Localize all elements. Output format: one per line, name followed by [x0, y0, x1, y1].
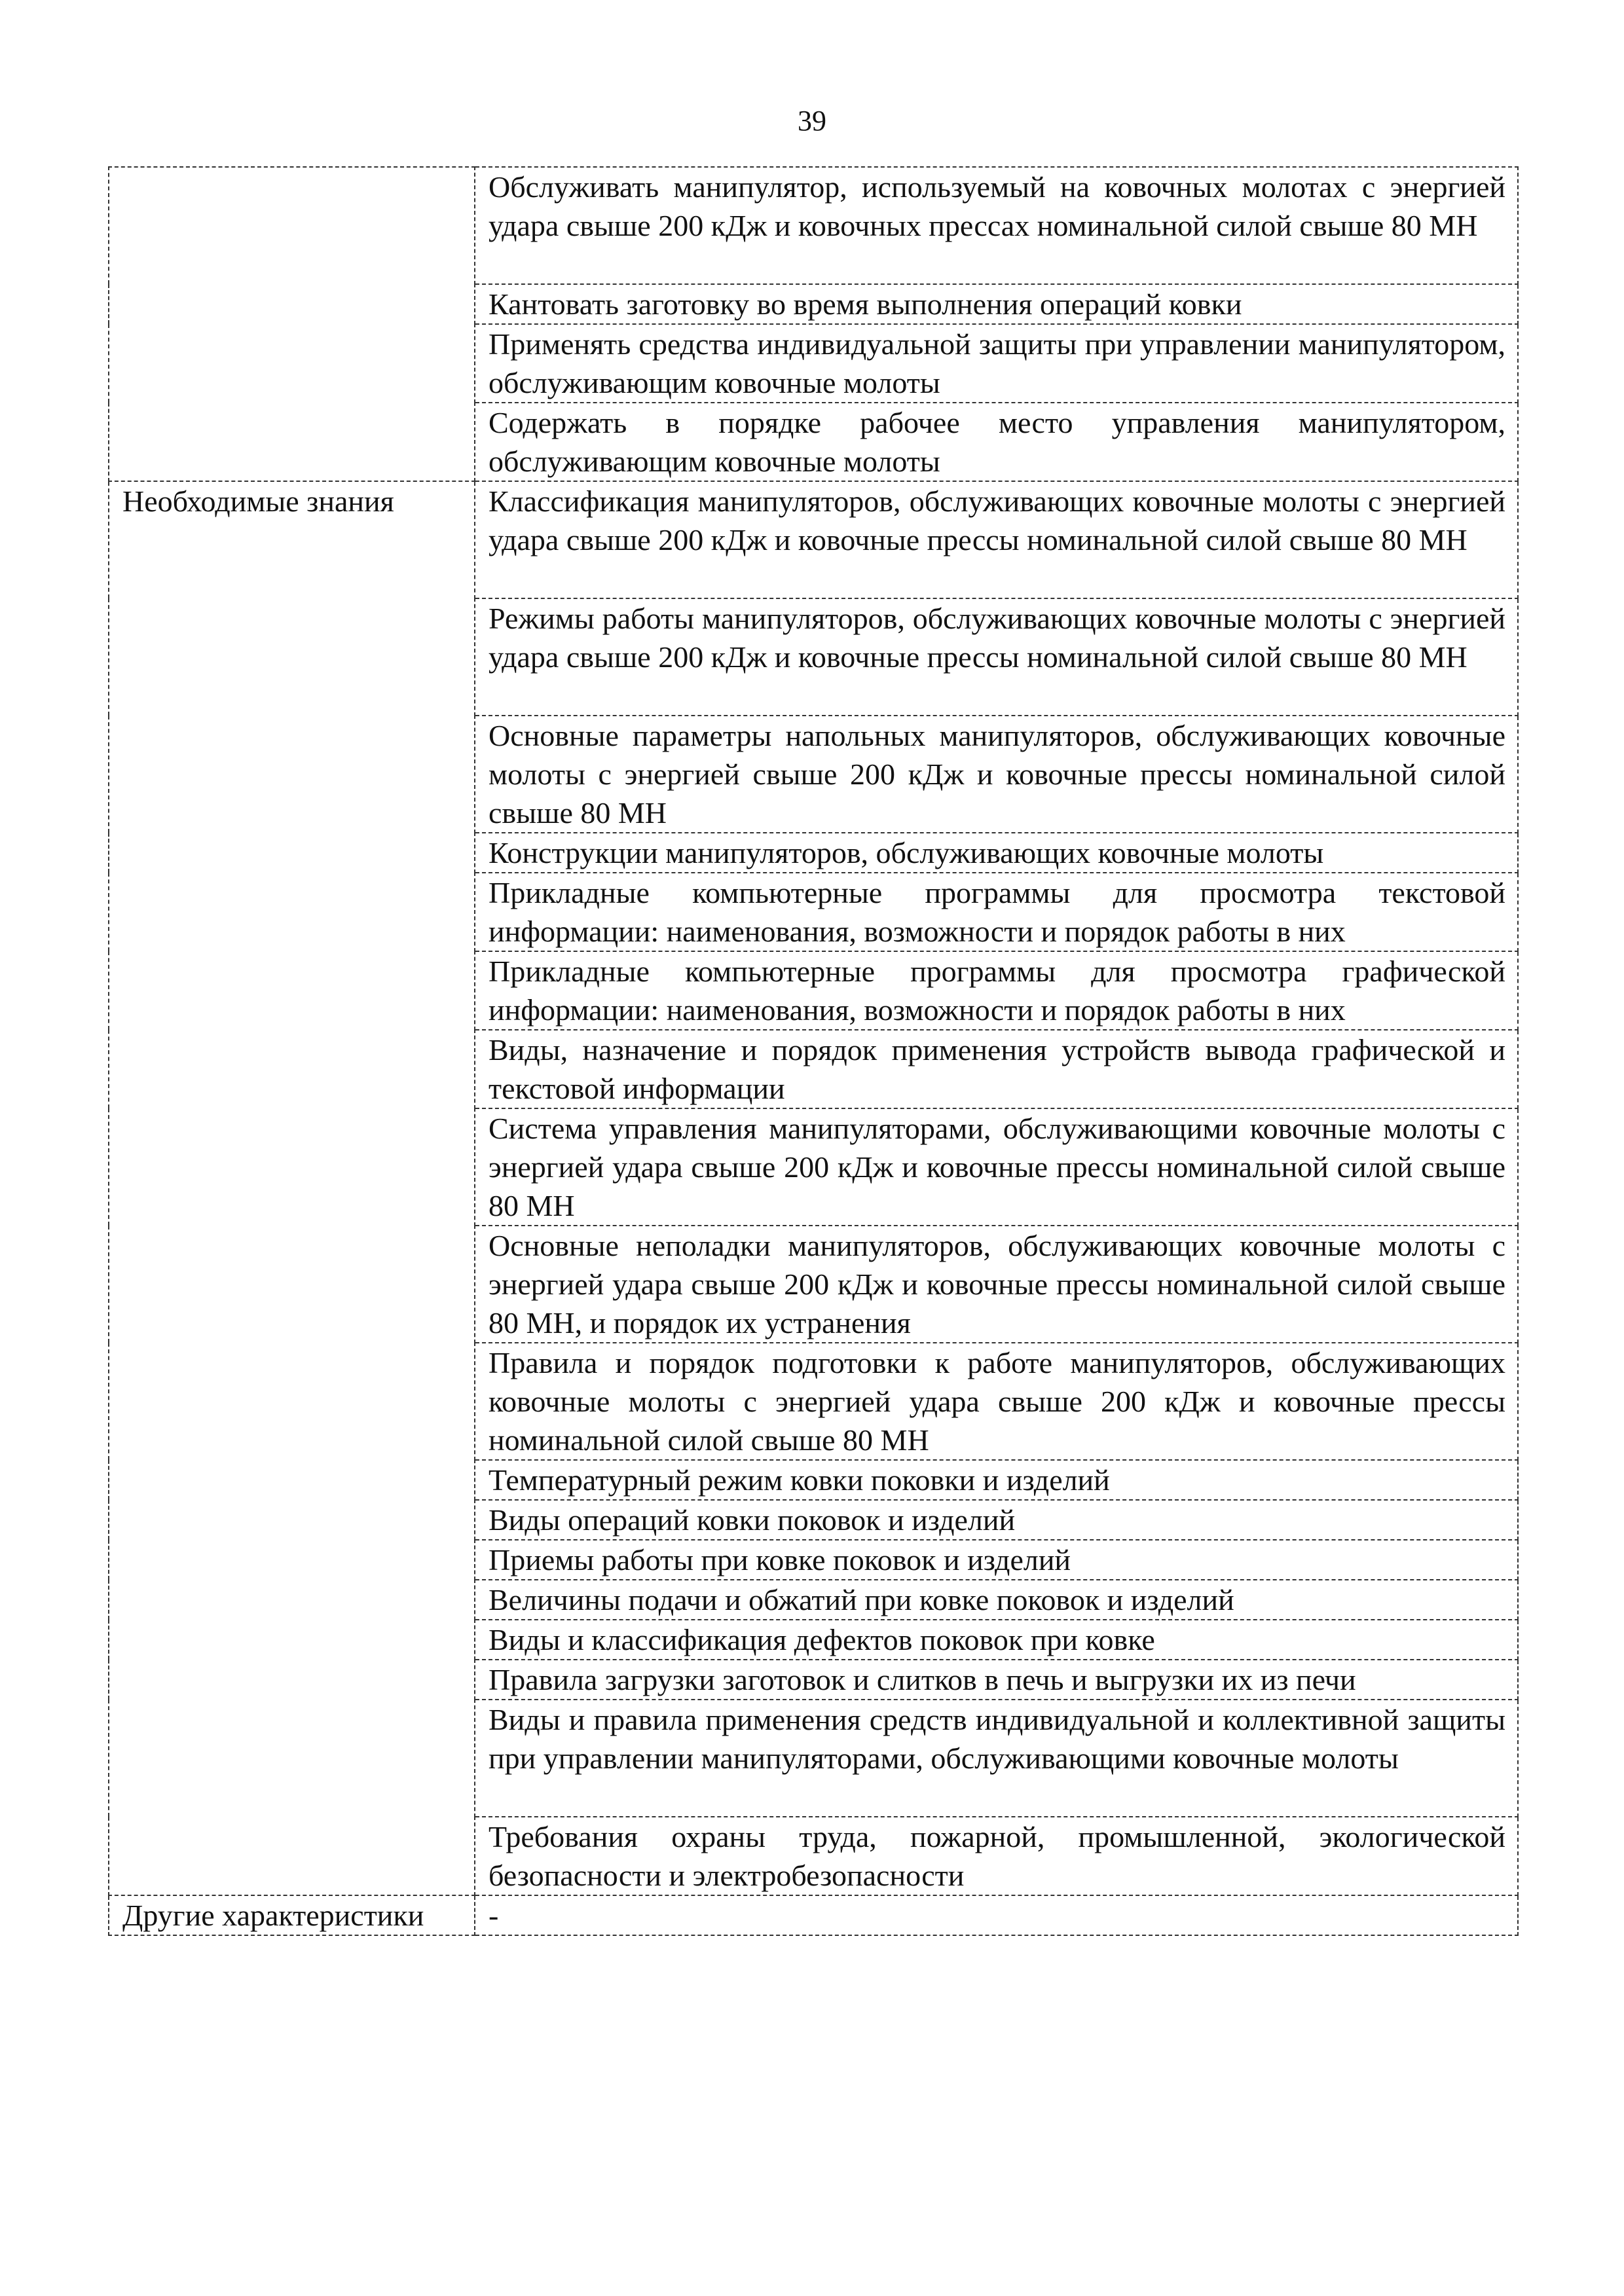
knowledge-label: Необходимые знания	[109, 481, 475, 1895]
knowledge-item: Классификация манипуляторов, обслуживающих ковочные молоты с энергией удара свыше 200 кДж и ковочные прессы номинальной силой свыше 80 МН	[475, 481, 1518, 598]
other-characteristics-label: Другие характеристики	[109, 1895, 475, 1935]
table-row	[109, 1895, 1518, 1935]
skill-item: Применять средства индивидуальной защиты при управлении манипулятором, обслуживающим ковочные молоты	[475, 324, 1518, 403]
page-number: 39	[798, 105, 826, 137]
knowledge-item: Прикладные компьютерные программы для просмотра графической информации: наименования, возможности и порядок работы в них	[475, 951, 1518, 1030]
knowledge-item: Требования охраны труда, пожарной, промышленной, экологической безопасности и электробезопасности	[475, 1817, 1518, 1895]
knowledge-item: Основные неполадки манипуляторов, обслуживающих ковочные молоты с энергией удара свыше 200 кДж и ковочные прессы номинальной силой свыше 80 МН, и порядок их устранения	[475, 1226, 1518, 1343]
competency-table	[108, 166, 1519, 1936]
knowledge-item: Температурный режим ковки поковки и изделий	[475, 1460, 1518, 1500]
skills-label-cell	[109, 167, 475, 481]
knowledge-item: Правила загрузки заготовок и слитков в печь и выгрузки их из печи	[475, 1660, 1518, 1700]
knowledge-item: Виды операций ковки поковок и изделий	[475, 1500, 1518, 1540]
other-characteristics-value: -	[475, 1895, 1518, 1935]
knowledge-item: Основные параметры напольных манипуляторов, обслуживающих ковочные молоты с энергией свыше 200 кДж и ковочные прессы номинальной силой свыше 80 МН	[475, 716, 1518, 833]
knowledge-item: Конструкции манипуляторов, обслуживающих ковочные молоты	[475, 833, 1518, 873]
knowledge-item: Величины подачи и обжатий при ковке поковок и изделий	[475, 1580, 1518, 1620]
skill-item: Кантовать заготовку во время выполнения операций ковки	[475, 284, 1518, 324]
knowledge-item: Виды и классификация дефектов поковок при ковке	[475, 1620, 1518, 1660]
knowledge-item: Прикладные компьютерные программы для просмотра текстовой информации: наименования, возможности и порядок работы в них	[475, 873, 1518, 951]
skill-item: Обслуживать манипулятор, используемый на ковочных молотах с энергией удара свыше 200 кДж и ковочных прессах номинальной силой свыше 80 МН	[475, 167, 1518, 284]
knowledge-item: Система управления манипуляторами, обслуживающими ковочные молоты с энергией удара свыше 200 кДж и ковочные прессы номинальной силой свыше 80 МН	[475, 1108, 1518, 1226]
knowledge-item: Виды, назначение и порядок применения устройств вывода графической и текстовой информации	[475, 1030, 1518, 1108]
knowledge-item: Приемы работы при ковке поковок и изделий	[475, 1540, 1518, 1580]
knowledge-item: Виды и правила применения средств индивидуальной и коллективной защиты при управлении манипуляторами, обслуживающими ковочные молоты	[475, 1700, 1518, 1817]
table-row	[109, 481, 1518, 598]
knowledge-item: Режимы работы манипуляторов, обслуживающих ковочные молоты с энергией удара свыше 200 кДж и ковочные прессы номинальной силой свыше 80 МН	[475, 598, 1518, 716]
table-row	[109, 167, 1518, 284]
skill-item: Содержать в порядке рабочее место управления манипулятором, обслуживающим ковочные молоты	[475, 403, 1518, 481]
knowledge-item: Правила и порядок подготовки к работе манипуляторов, обслуживающих ковочные молоты с энергией удара свыше 200 кДж и ковочные прессы номинальной силой свыше 80 МН	[475, 1343, 1518, 1460]
